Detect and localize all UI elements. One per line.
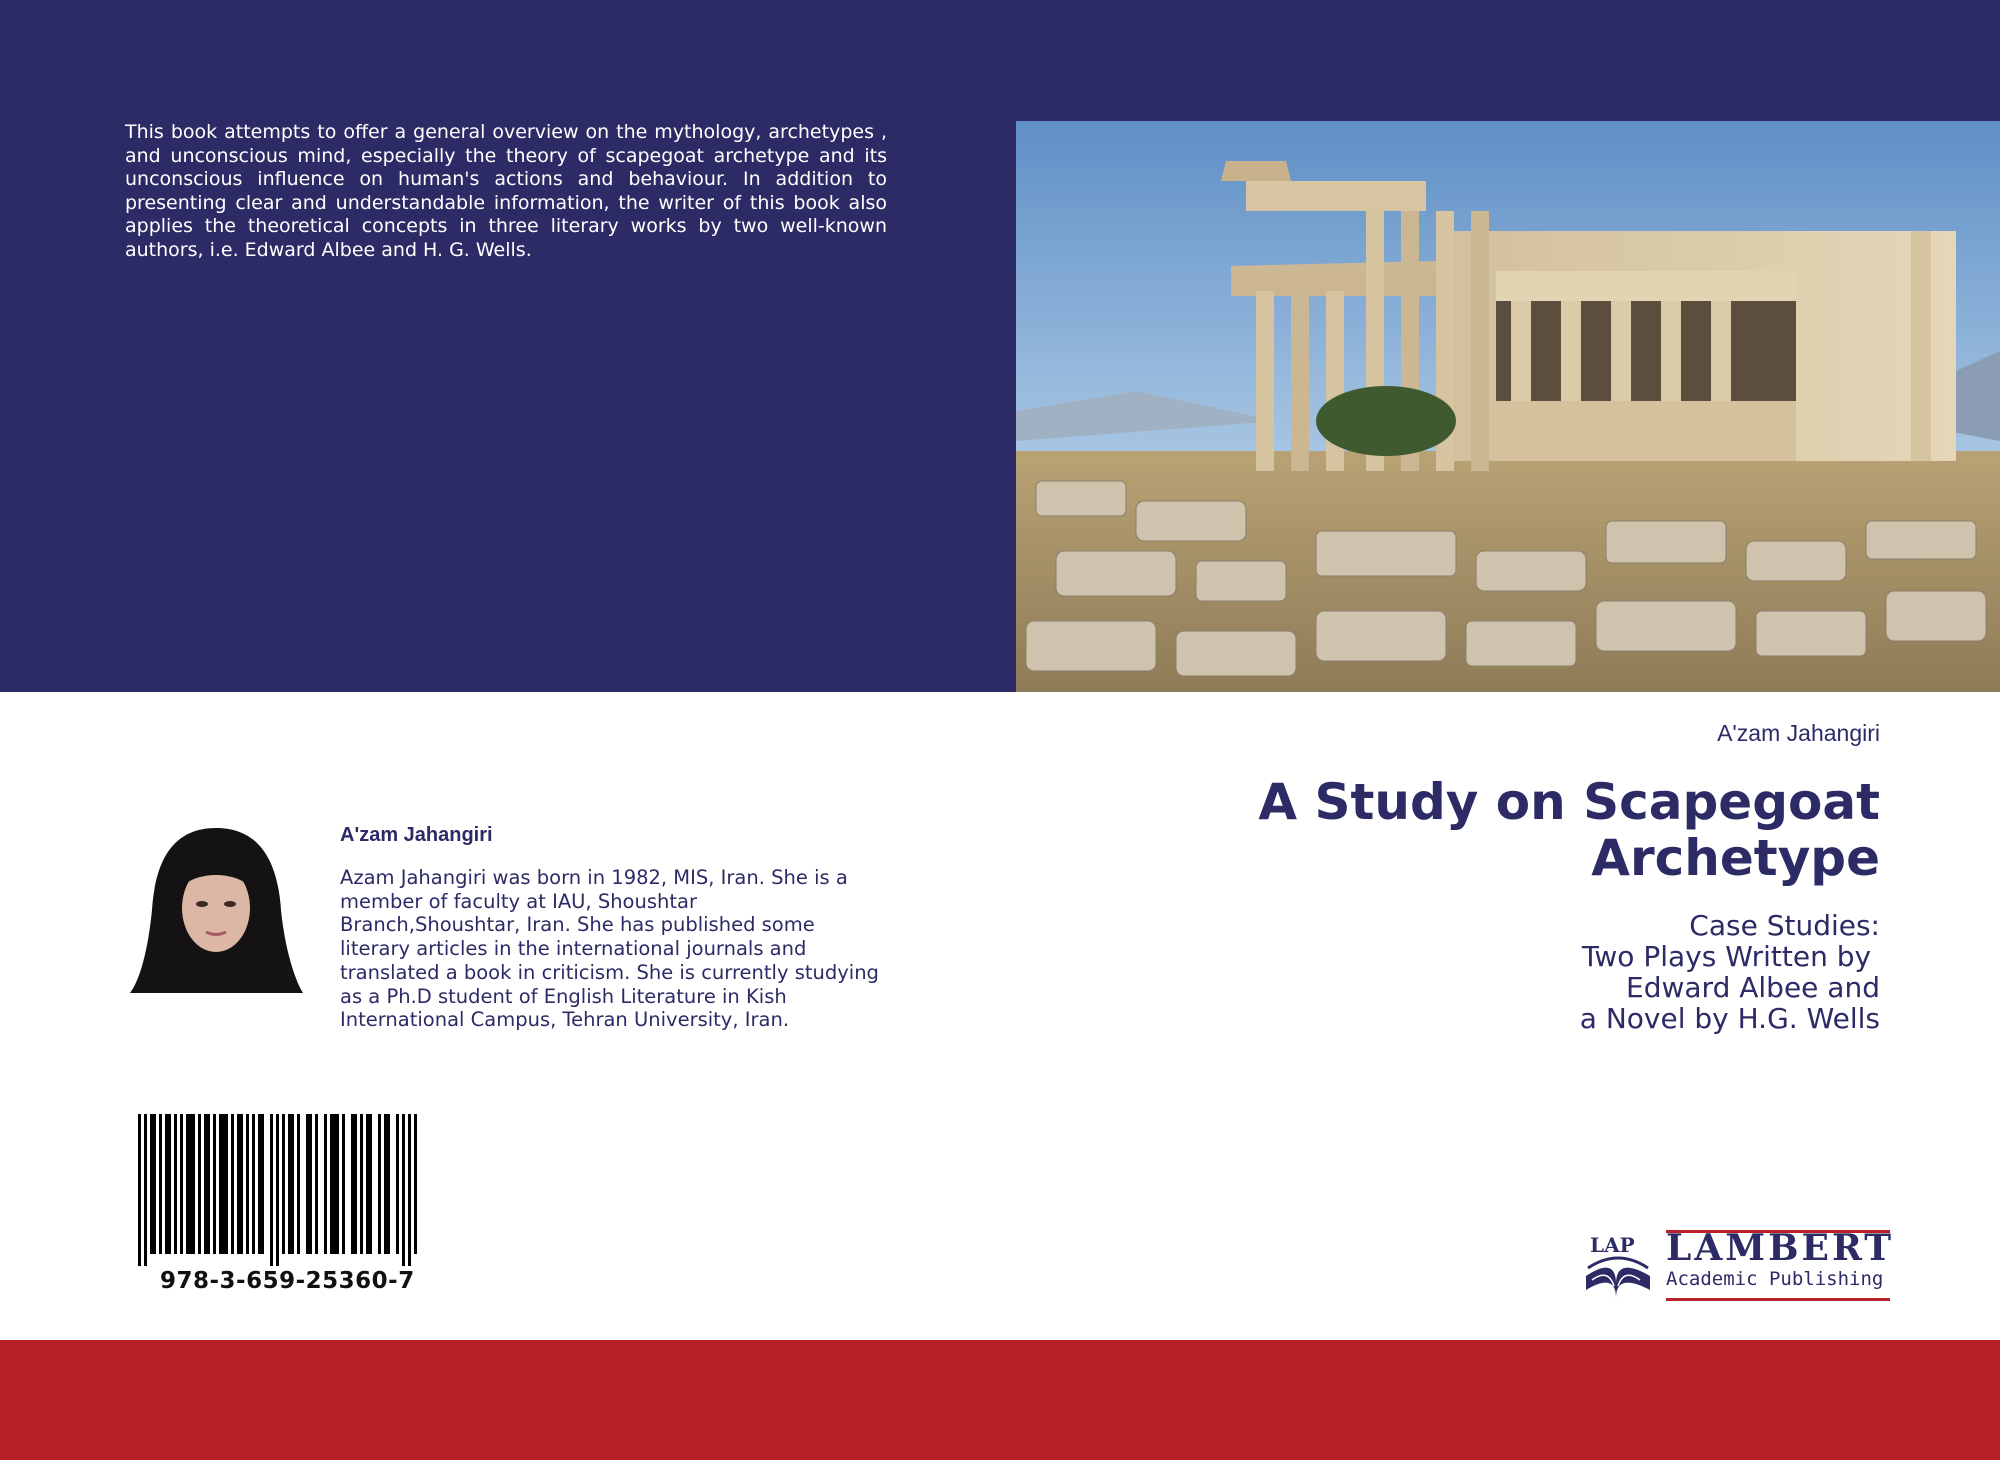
bottom-red-band — [0, 1340, 2000, 1460]
subtitle-line-4: a Novel by H.G. Wells — [1579, 1002, 1880, 1035]
subtitle-line-3: Edward Albee and — [1626, 971, 1880, 1004]
book-subtitle — [1280, 910, 1880, 1034]
subtitle-line-1: Case Studies: — [1689, 909, 1880, 942]
front-cover-author: A'zam Jahangiri — [1717, 720, 1880, 746]
isbn-barcode — [138, 1114, 418, 1266]
author-bio-text: Azam Jahangiri was born in 1982, MIS, Iran. She is a member of faculty at IAU, Shoushtar Branch,Shoushtar, Iran. She has published some literary articles in the international journals and translated a book in criticism. She is currently studying as a Ph.D student of English Literature in Kish International Campus, Tehran University, Iran. — [340, 866, 879, 1032]
author-bio-name: A'zam Jahangiri — [340, 824, 493, 846]
author-portrait-photo — [130, 820, 303, 993]
title-line-2: Archetype — [1591, 829, 1880, 887]
publisher-tagline: Academic Publishing — [1666, 1268, 1884, 1290]
cover-photo-ancient-temple — [1016, 121, 2000, 692]
logo-mark-lap: LAP — [1590, 1233, 1635, 1257]
title-line-1: A Study on Scapegoat — [1258, 773, 1880, 831]
book-title — [1120, 774, 1880, 886]
subtitle-line-2: Two Plays Written by — [1581, 940, 1880, 973]
back-cover-blurb: This book attempts to offer a general overview on the mythology, archetypes , and unconscious mind, especially the theory of scapegoat archetype and its unconscious influence on human's actions and behaviour. In addition to presenting clear and understandable information, the writer of this book also applies the theoretical concepts in three literary works by two well-known authors, i.e. Edward Albee and H. G. Wells. — [125, 121, 887, 261]
isbn-number: 978-3-659-25360-7 — [160, 1268, 415, 1294]
publisher-name: LAMBERT — [1666, 1227, 1895, 1269]
